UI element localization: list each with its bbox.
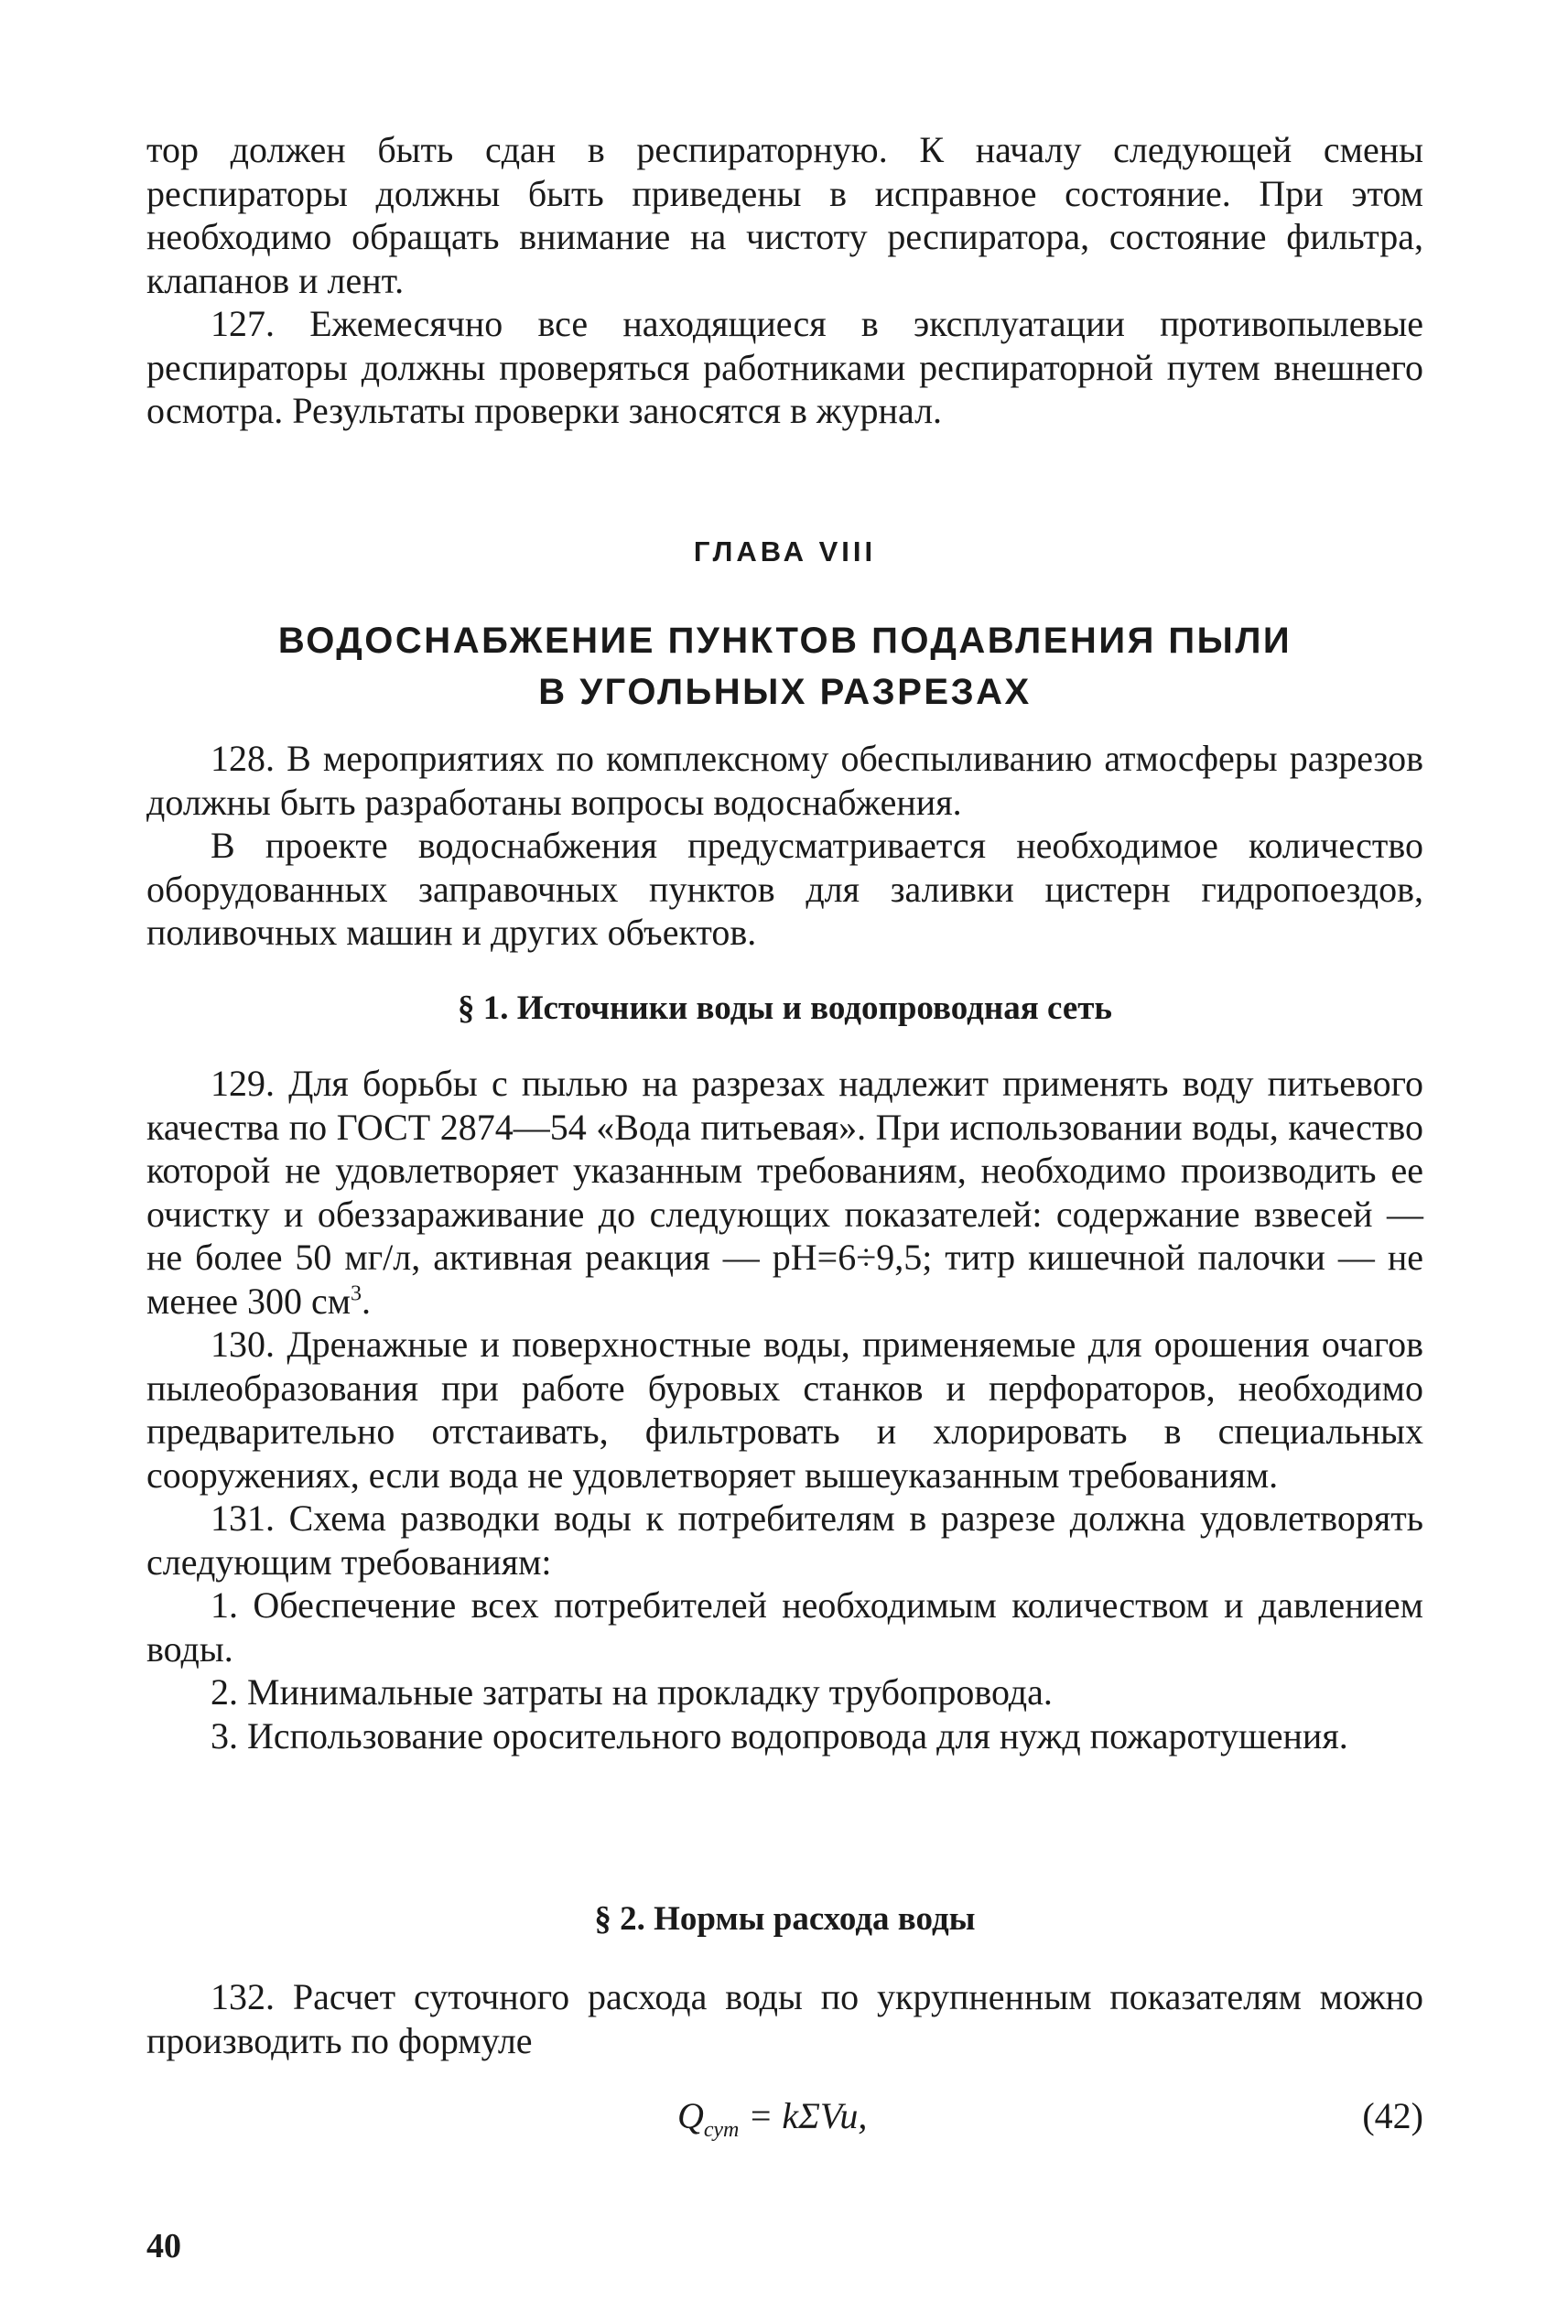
chapter-title bbox=[146, 615, 1423, 718]
formula-number: (42) bbox=[1362, 2095, 1423, 2136]
chapter-label: ГЛАВА VIII bbox=[693, 535, 877, 567]
paragraph-131: 131. Схема разводки воды к потребителям в разрезе должна удовлетворять следующим требованиям: bbox=[146, 1497, 1423, 1583]
paragraph-129-end: . bbox=[362, 1280, 372, 1322]
section-2-body bbox=[146, 1975, 1423, 2062]
section-1-body bbox=[146, 1062, 1423, 1757]
paragraph-129 bbox=[146, 1062, 1423, 1323]
formula-q: Q bbox=[677, 2095, 704, 2136]
continued-text-block bbox=[146, 128, 1423, 433]
chapter-title-line-2: В УГОЛЬНЫХ РАЗРЕЗАХ bbox=[538, 672, 1032, 712]
paragraph-128: 128. В мероприятиях по комплексному обеспыливанию атмосферы разрезов должны быть разработаны вопросы водоснабжения. bbox=[146, 738, 1423, 823]
section-1-heading: § 1. Источники воды и водопроводная сеть bbox=[457, 989, 1112, 1027]
page-number: 40 bbox=[146, 2227, 181, 2265]
formula-subscript: сут bbox=[703, 2118, 740, 2142]
formula-rest: = kΣVu, bbox=[739, 2095, 868, 2136]
list-item-3: 3. Использование оросительного водопровода для нужд пожаротушения. bbox=[211, 1714, 1348, 1757]
formula-expression bbox=[677, 2094, 868, 2142]
section-2-heading: § 2. Нормы расхода воды bbox=[594, 1900, 976, 1938]
paragraph-132: 132. Расчет суточного расхода воды по укрупненным показателям можно производить по формуле bbox=[146, 1976, 1423, 2061]
paragraph-127: 127. Ежемесячно все находящиеся в эксплуатации противопылевые респираторы должны проверяться работниками респираторной путем внешнего осмотра. Результаты проверки заносятся в журнал. bbox=[146, 303, 1423, 431]
cubic-superscript: 3 bbox=[351, 1281, 362, 1306]
intro-block bbox=[146, 737, 1423, 955]
paragraph-129-text: 129. Для борьбы с пылью на разрезах надлежит применять воду питьевого качества по ГОСТ 2874—54 «Вода питьевая». При использовании воды, качество которой не удовлетворяет указанным требованиям, необходимо производить ее очистку и обеззараживание до следующих показателей: содержание взвесей — не более 50 мг/л, активная реакция — pH=6÷9,5; титр кишечной палочки — не менее 300 см bbox=[146, 1063, 1423, 1322]
list-item-1: 1. Обеспечение всех потребителей необходимым количеством и давлением воды. bbox=[146, 1584, 1423, 1670]
paragraph-128-continued: В проекте водоснабжения предусматривается необходимое количество оборудованных заправочных пунктов для заливки цистерн гидропоездов, поливочных машин и других объектов. bbox=[146, 825, 1423, 953]
chapter-title-line-1: ВОДОСНАБЖЕНИЕ ПУНКТОВ ПОДАВЛЕНИЯ ПЫЛИ bbox=[277, 621, 1292, 661]
paragraph-130: 130. Дренажные и поверхностные воды, применяемые для орошения очагов пылеобразования при работе буровых станков и перфораторов, необходимо предварительно отстаивать, фильтровать и хлорировать в специальных сооружениях, если вода не удовлетворяет вышеуказанным требованиям. bbox=[146, 1324, 1423, 1496]
paragraph-continued: тор должен быть сдан в респираторную. К началу следующей смены респираторы должны быть приведены в исправное состояние. При этом необходимо обращать внимание на чистоту респиратора, состояние фильтра, клапанов и лент. bbox=[146, 129, 1423, 301]
list-item-2: 2. Минимальные затраты на прокладку трубопровода. bbox=[211, 1671, 1053, 1713]
formula-42 bbox=[146, 2094, 1423, 2140]
